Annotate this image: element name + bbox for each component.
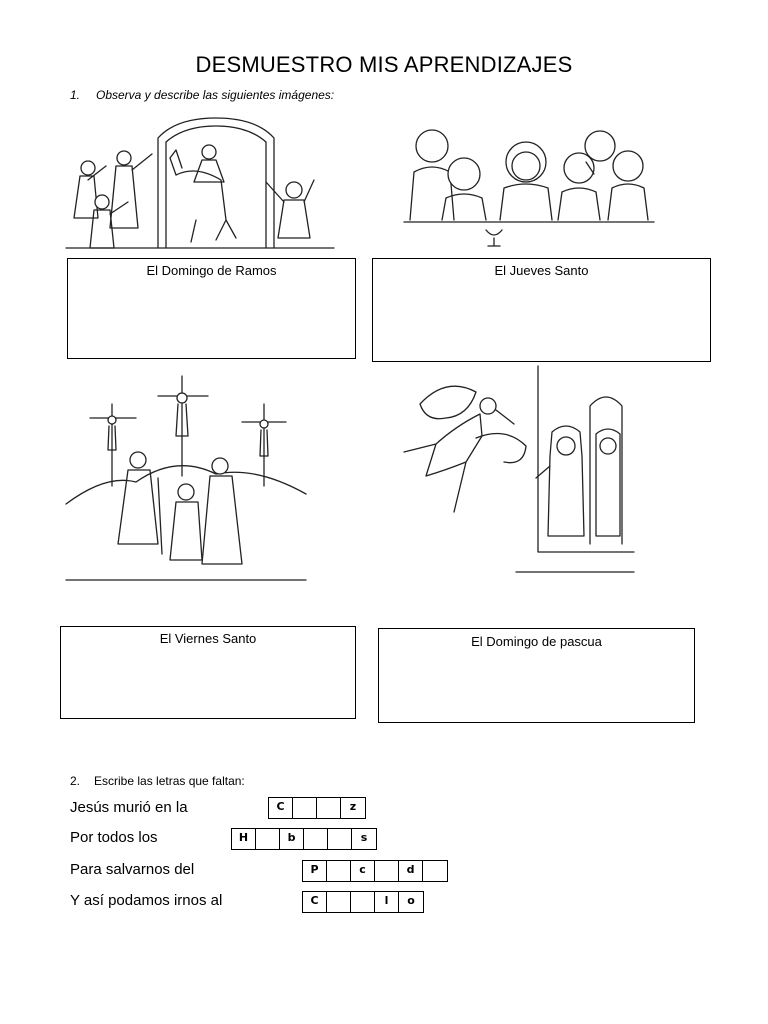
letter-grid-cielo <box>302 891 424 913</box>
description-box-label: El Viernes Santo <box>159 631 257 646</box>
letter-cell[interactable]: l <box>375 892 399 912</box>
question-1-number: 1. <box>70 88 81 102</box>
letter-cell[interactable]: C <box>269 798 293 818</box>
fill-row-text: Por todos los <box>70 829 158 846</box>
letter-cell[interactable] <box>328 829 352 849</box>
fill-row-text: Y así podamos irnos al <box>70 892 223 909</box>
description-box-label: El Jueves Santo <box>494 263 589 278</box>
letter-grid-cruz <box>268 797 366 819</box>
question-1-text: Observa y describe las siguientes imágenes: <box>96 88 335 102</box>
letter-cell[interactable]: C <box>303 892 327 912</box>
description-box-label: El Domingo de pascua <box>471 634 602 649</box>
fill-row-text: Para salvarnos del <box>70 861 195 878</box>
question-2-instruction <box>70 774 245 788</box>
description-box-jueves-santo[interactable] <box>372 258 711 362</box>
letter-cell[interactable]: H <box>232 829 256 849</box>
letter-cell[interactable]: z <box>349 800 357 813</box>
crucifixion-illustration <box>66 374 306 580</box>
question-1-instruction <box>70 88 334 102</box>
letter-cell[interactable] <box>317 798 341 818</box>
letter-cell[interactable] <box>375 861 399 881</box>
letter-cell[interactable]: b <box>280 829 304 849</box>
description-box-label: El Domingo de Ramos <box>146 263 277 278</box>
letter-cell[interactable]: s <box>360 831 368 844</box>
letter-cell[interactable]: o <box>407 894 415 907</box>
letter-cell[interactable]: d <box>399 861 423 881</box>
resurrection-angel-illustration <box>396 366 634 576</box>
letter-cell[interactable] <box>293 798 317 818</box>
letter-cell[interactable] <box>327 892 351 912</box>
description-box-domingo-de-pascua[interactable] <box>378 628 695 723</box>
page-title: DESMUESTRO MIS APRENDIZAJES <box>195 52 573 77</box>
letter-cell[interactable] <box>423 861 447 881</box>
letter-cell[interactable] <box>304 829 328 849</box>
letter-cell[interactable]: P <box>303 861 327 881</box>
letter-grid-hombres <box>231 828 377 850</box>
question-2-number: 2. <box>70 774 81 788</box>
letter-cell[interactable]: c <box>351 861 375 881</box>
fill-row-text: Jesús murió en la <box>70 799 188 816</box>
letter-cell[interactable] <box>256 829 280 849</box>
letter-grid-pecado <box>302 860 448 882</box>
description-box-viernes-santo[interactable] <box>60 626 356 719</box>
letter-cell[interactable] <box>327 861 351 881</box>
question-2-text: Escribe las letras que faltan: <box>94 774 245 788</box>
description-box-domingo-de-ramos[interactable] <box>67 258 356 359</box>
last-supper-illustration <box>404 122 654 248</box>
palm-sunday-entry-illustration <box>66 110 334 252</box>
letter-cell[interactable] <box>351 892 375 912</box>
